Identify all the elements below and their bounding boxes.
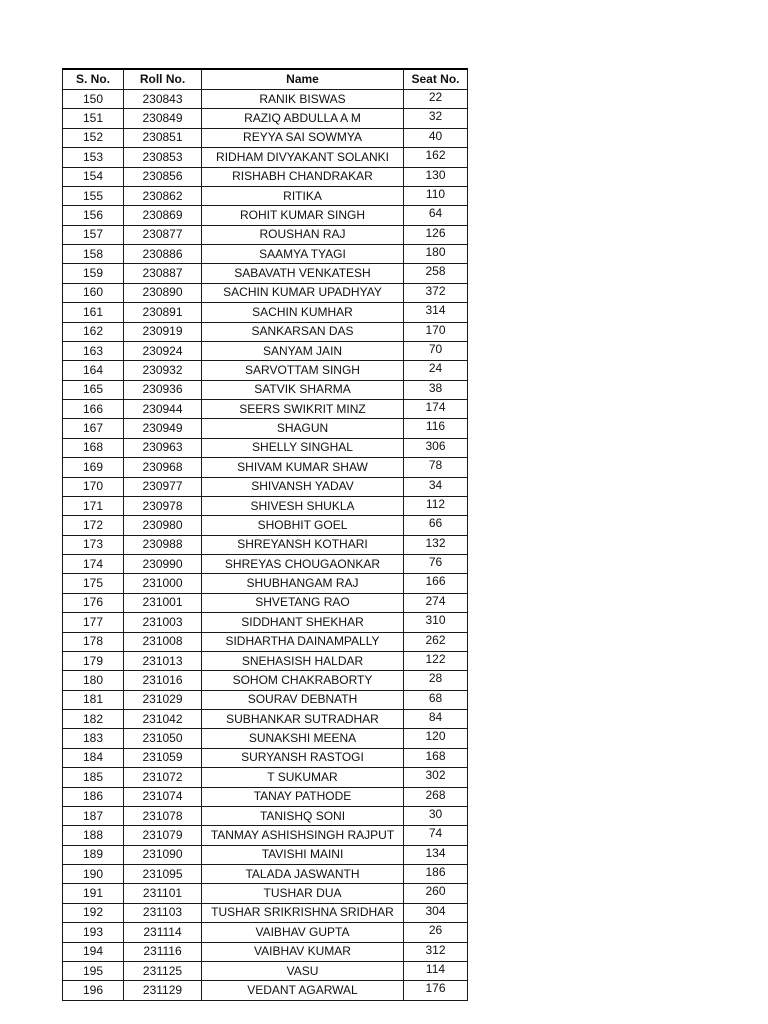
- name-cell: SHUBHANGAM RAJ: [202, 574, 404, 593]
- table-row: [63, 865, 468, 884]
- seat-no-cell: 168: [404, 748, 468, 767]
- table-row: [63, 555, 468, 574]
- name-cell: SAAMYA TYAGI: [202, 245, 404, 264]
- serial-no-cell: 161: [63, 303, 124, 322]
- seat-no-cell: 180: [404, 245, 468, 264]
- seat-no-cell: 132: [404, 535, 468, 554]
- serial-no-cell: 155: [63, 186, 124, 205]
- serial-no-cell: 162: [63, 322, 124, 341]
- serial-no-cell: 189: [63, 845, 124, 864]
- name-cell: VEDANT AGARWAL: [202, 981, 404, 1000]
- name-cell: TANISHQ SONI: [202, 806, 404, 825]
- name-cell: SHREYANSH KOTHARI: [202, 535, 404, 554]
- seat-no-cell: 130: [404, 167, 468, 186]
- roll-no-cell: 231125: [124, 961, 202, 980]
- serial-no-cell: 153: [63, 148, 124, 167]
- serial-no-cell: 178: [63, 632, 124, 651]
- serial-no-cell: 158: [63, 245, 124, 264]
- table-row: [63, 438, 468, 457]
- seat-no-cell: 306: [404, 438, 468, 457]
- table-row: [63, 613, 468, 632]
- roll-no-cell: 230851: [124, 128, 202, 147]
- table-row: [63, 961, 468, 980]
- table-row: [63, 303, 468, 322]
- seat-no-cell: 134: [404, 845, 468, 864]
- seat-no-cell: 84: [404, 710, 468, 729]
- name-cell: SACHIN KUMHAR: [202, 303, 404, 322]
- serial-no-cell: 163: [63, 341, 124, 360]
- name-cell: VAIBHAV KUMAR: [202, 942, 404, 961]
- table-row: [63, 477, 468, 496]
- table-row: [63, 206, 468, 225]
- roll-no-cell: 231078: [124, 806, 202, 825]
- seat-no-cell: 174: [404, 400, 468, 419]
- name-cell: ROUSHAN RAJ: [202, 225, 404, 244]
- serial-no-cell: 170: [63, 477, 124, 496]
- name-cell: TAVISHI MAINI: [202, 845, 404, 864]
- seat-no-cell: 24: [404, 361, 468, 380]
- name-cell: SHIVAM KUMAR SHAW: [202, 458, 404, 477]
- name-cell: VAIBHAV GUPTA: [202, 923, 404, 942]
- name-cell: SOURAV DEBNATH: [202, 690, 404, 709]
- table-row: [63, 186, 468, 205]
- name-cell: SHVETANG RAO: [202, 593, 404, 612]
- roll-no-cell: 231079: [124, 826, 202, 845]
- seat-no-cell: 120: [404, 729, 468, 748]
- seat-no-cell: 260: [404, 884, 468, 903]
- serial-no-cell: 165: [63, 380, 124, 399]
- roll-no-cell: 230977: [124, 477, 202, 496]
- roll-no-cell: 231129: [124, 981, 202, 1000]
- serial-no-cell: 179: [63, 651, 124, 670]
- table-row: [63, 768, 468, 787]
- serial-no-cell: 181: [63, 690, 124, 709]
- roll-no-cell: 230891: [124, 303, 202, 322]
- seat-no-cell: 70: [404, 341, 468, 360]
- table-row: [63, 923, 468, 942]
- seat-no-cell: 110: [404, 186, 468, 205]
- serial-no-cell: 172: [63, 516, 124, 535]
- name-cell: SABAVATH VENKATESH: [202, 264, 404, 283]
- serial-no-cell: 157: [63, 225, 124, 244]
- seat-no-cell: 68: [404, 690, 468, 709]
- name-cell: T SUKUMAR: [202, 768, 404, 787]
- serial-no-cell: 151: [63, 109, 124, 128]
- roll-no-cell: 230980: [124, 516, 202, 535]
- name-cell: SOHOM CHAKRABORTY: [202, 671, 404, 690]
- name-cell: RISHABH CHANDRAKAR: [202, 167, 404, 186]
- table-row: [63, 90, 468, 109]
- roll-no-cell: 231074: [124, 787, 202, 806]
- table-row: [63, 574, 468, 593]
- roll-no-cell: 230924: [124, 341, 202, 360]
- table-row: [63, 787, 468, 806]
- table-row: [63, 516, 468, 535]
- roll-no-cell: 231059: [124, 748, 202, 767]
- table-row: [63, 419, 468, 438]
- roll-no-cell: 231013: [124, 651, 202, 670]
- table-row: [63, 341, 468, 360]
- seat-no-cell: 74: [404, 826, 468, 845]
- roll-no-cell: 231101: [124, 884, 202, 903]
- table-row: [63, 283, 468, 302]
- serial-no-cell: 180: [63, 671, 124, 690]
- roll-no-cell: 230849: [124, 109, 202, 128]
- roll-no-cell: 230856: [124, 167, 202, 186]
- table-row: [63, 361, 468, 380]
- roll-no-cell: 231072: [124, 768, 202, 787]
- serial-no-cell: 159: [63, 264, 124, 283]
- table-row: [63, 593, 468, 612]
- serial-no-cell: 160: [63, 283, 124, 302]
- table-row: [63, 458, 468, 477]
- table-row: [63, 671, 468, 690]
- table-row: [63, 826, 468, 845]
- seat-no-cell: 22: [404, 90, 468, 109]
- roll-no-cell: 230949: [124, 419, 202, 438]
- name-cell: SNEHASISH HALDAR: [202, 651, 404, 670]
- roll-no-cell: 230936: [124, 380, 202, 399]
- roll-no-cell: 230887: [124, 264, 202, 283]
- seat-no-cell: 310: [404, 613, 468, 632]
- seat-no-cell: 38: [404, 380, 468, 399]
- roll-no-cell: 230978: [124, 496, 202, 515]
- roll-no-cell: 230963: [124, 438, 202, 457]
- serial-no-cell: 177: [63, 613, 124, 632]
- seat-no-cell: 28: [404, 671, 468, 690]
- table-row: [63, 806, 468, 825]
- serial-no-cell: 195: [63, 961, 124, 980]
- roll-no-cell: 230886: [124, 245, 202, 264]
- roll-no-cell: 230968: [124, 458, 202, 477]
- table-row: [63, 710, 468, 729]
- name-cell: SEERS SWIKRIT MINZ: [202, 400, 404, 419]
- seat-no-cell: 268: [404, 787, 468, 806]
- name-cell: SHAGUN: [202, 419, 404, 438]
- seat-no-cell: 258: [404, 264, 468, 283]
- serial-no-cell: 169: [63, 458, 124, 477]
- name-cell: SANKARSAN DAS: [202, 322, 404, 341]
- name-cell: SHIVESH SHUKLA: [202, 496, 404, 515]
- roll-no-cell: 231103: [124, 903, 202, 922]
- roll-no-cell: 231029: [124, 690, 202, 709]
- seat-no-cell: 166: [404, 574, 468, 593]
- table-row: [63, 264, 468, 283]
- table-body: [63, 90, 468, 1001]
- table-row: [63, 690, 468, 709]
- name-cell: SIDHARTHA DAINAMPALLY: [202, 632, 404, 651]
- seat-no-cell: 126: [404, 225, 468, 244]
- seat-no-cell: 304: [404, 903, 468, 922]
- roll-no-cell: 230990: [124, 555, 202, 574]
- seat-no-cell: 112: [404, 496, 468, 515]
- table-row: [63, 322, 468, 341]
- seat-no-cell: 114: [404, 961, 468, 980]
- name-cell: ROHIT KUMAR SINGH: [202, 206, 404, 225]
- serial-no-cell: 188: [63, 826, 124, 845]
- serial-no-cell: 166: [63, 400, 124, 419]
- roll-no-cell: 230853: [124, 148, 202, 167]
- serial-no-cell: 183: [63, 729, 124, 748]
- roll-no-cell: 231042: [124, 710, 202, 729]
- seating-sheet: [62, 68, 467, 1001]
- name-cell: TUSHAR SRIKRISHNA SRIDHAR: [202, 903, 404, 922]
- serial-no-cell: 150: [63, 90, 124, 109]
- roll-no-cell: 231003: [124, 613, 202, 632]
- name-cell: SIDDHANT SHEKHAR: [202, 613, 404, 632]
- table-row: [63, 535, 468, 554]
- table-row: [63, 942, 468, 961]
- roll-no-cell: 231008: [124, 632, 202, 651]
- serial-no-cell: 187: [63, 806, 124, 825]
- roll-no-cell: 231114: [124, 923, 202, 942]
- table-row: [63, 148, 468, 167]
- seat-no-cell: 162: [404, 148, 468, 167]
- name-cell: VASU: [202, 961, 404, 980]
- seat-no-cell: 66: [404, 516, 468, 535]
- table-row: [63, 903, 468, 922]
- serial-no-cell: 194: [63, 942, 124, 961]
- header-name: Name: [202, 69, 404, 90]
- serial-no-cell: 176: [63, 593, 124, 612]
- table-row: [63, 167, 468, 186]
- serial-no-cell: 156: [63, 206, 124, 225]
- name-cell: RIDHAM DIVYAKANT SOLANKI: [202, 148, 404, 167]
- table-row: [63, 109, 468, 128]
- seat-no-cell: 40: [404, 128, 468, 147]
- seat-no-cell: 78: [404, 458, 468, 477]
- roll-no-cell: 230843: [124, 90, 202, 109]
- name-cell: TANAY PATHODE: [202, 787, 404, 806]
- roll-no-cell: 230932: [124, 361, 202, 380]
- name-cell: SHELLY SINGHAL: [202, 438, 404, 457]
- roll-no-cell: 231090: [124, 845, 202, 864]
- name-cell: TANMAY ASHISHSINGH RAJPUT: [202, 826, 404, 845]
- roll-no-cell: 230944: [124, 400, 202, 419]
- serial-no-cell: 193: [63, 923, 124, 942]
- roll-no-cell: 230869: [124, 206, 202, 225]
- roll-no-cell: 230988: [124, 535, 202, 554]
- name-cell: SHREYAS CHOUGAONKAR: [202, 555, 404, 574]
- name-cell: RANIK BISWAS: [202, 90, 404, 109]
- roll-no-cell: 230862: [124, 186, 202, 205]
- serial-no-cell: 171: [63, 496, 124, 515]
- seat-no-cell: 116: [404, 419, 468, 438]
- serial-no-cell: 164: [63, 361, 124, 380]
- name-cell: SHOBHIT GOEL: [202, 516, 404, 535]
- roll-no-cell: 230919: [124, 322, 202, 341]
- serial-no-cell: 152: [63, 128, 124, 147]
- table-row: [63, 981, 468, 1000]
- seating-table: [62, 68, 468, 1001]
- table-row: [63, 400, 468, 419]
- table-row: [63, 729, 468, 748]
- serial-no-cell: 175: [63, 574, 124, 593]
- seat-no-cell: 312: [404, 942, 468, 961]
- header-serial-no: S. No.: [63, 69, 124, 90]
- name-cell: SUBHANKAR SUTRADHAR: [202, 710, 404, 729]
- serial-no-cell: 191: [63, 884, 124, 903]
- name-cell: RAZIQ ABDULLA A M: [202, 109, 404, 128]
- table-row: [63, 245, 468, 264]
- seat-no-cell: 26: [404, 923, 468, 942]
- table-row: [63, 128, 468, 147]
- serial-no-cell: 186: [63, 787, 124, 806]
- roll-no-cell: 231116: [124, 942, 202, 961]
- seat-no-cell: 64: [404, 206, 468, 225]
- serial-no-cell: 190: [63, 865, 124, 884]
- table-row: [63, 884, 468, 903]
- name-cell: SURYANSH RASTOGI: [202, 748, 404, 767]
- serial-no-cell: 154: [63, 167, 124, 186]
- serial-no-cell: 192: [63, 903, 124, 922]
- roll-no-cell: 231050: [124, 729, 202, 748]
- table-row: [63, 632, 468, 651]
- name-cell: SATVIK SHARMA: [202, 380, 404, 399]
- serial-no-cell: 173: [63, 535, 124, 554]
- table-row: [63, 225, 468, 244]
- roll-no-cell: 231095: [124, 865, 202, 884]
- seat-no-cell: 76: [404, 555, 468, 574]
- name-cell: SACHIN KUMAR UPADHYAY: [202, 283, 404, 302]
- name-cell: REYYA SAI SOWMYA: [202, 128, 404, 147]
- roll-no-cell: 231001: [124, 593, 202, 612]
- name-cell: SHIVANSH YADAV: [202, 477, 404, 496]
- seat-no-cell: 186: [404, 865, 468, 884]
- header-seat-no: Seat No.: [404, 69, 468, 90]
- roll-no-cell: 231000: [124, 574, 202, 593]
- roll-no-cell: 231016: [124, 671, 202, 690]
- header-roll-no: Roll No.: [124, 69, 202, 90]
- name-cell: SUNAKSHI MEENA: [202, 729, 404, 748]
- name-cell: SARVOTTAM SINGH: [202, 361, 404, 380]
- roll-no-cell: 230877: [124, 225, 202, 244]
- name-cell: TALADA JASWANTH: [202, 865, 404, 884]
- table-row: [63, 845, 468, 864]
- roll-no-cell: 230890: [124, 283, 202, 302]
- serial-no-cell: 196: [63, 981, 124, 1000]
- seat-no-cell: 262: [404, 632, 468, 651]
- name-cell: SANYAM JAIN: [202, 341, 404, 360]
- seat-no-cell: 302: [404, 768, 468, 787]
- seat-no-cell: 176: [404, 981, 468, 1000]
- serial-no-cell: 185: [63, 768, 124, 787]
- table-row: [63, 748, 468, 767]
- seat-no-cell: 372: [404, 283, 468, 302]
- name-cell: TUSHAR DUA: [202, 884, 404, 903]
- seat-no-cell: 170: [404, 322, 468, 341]
- serial-no-cell: 167: [63, 419, 124, 438]
- seat-no-cell: 314: [404, 303, 468, 322]
- name-cell: RITIKA: [202, 186, 404, 205]
- seat-no-cell: 30: [404, 806, 468, 825]
- serial-no-cell: 182: [63, 710, 124, 729]
- seat-no-cell: 122: [404, 651, 468, 670]
- seat-no-cell: 34: [404, 477, 468, 496]
- serial-no-cell: 174: [63, 555, 124, 574]
- serial-no-cell: 184: [63, 748, 124, 767]
- table-row: [63, 651, 468, 670]
- header-row: [63, 69, 468, 90]
- table-row: [63, 380, 468, 399]
- seat-no-cell: 32: [404, 109, 468, 128]
- table-row: [63, 496, 468, 515]
- seat-no-cell: 274: [404, 593, 468, 612]
- serial-no-cell: 168: [63, 438, 124, 457]
